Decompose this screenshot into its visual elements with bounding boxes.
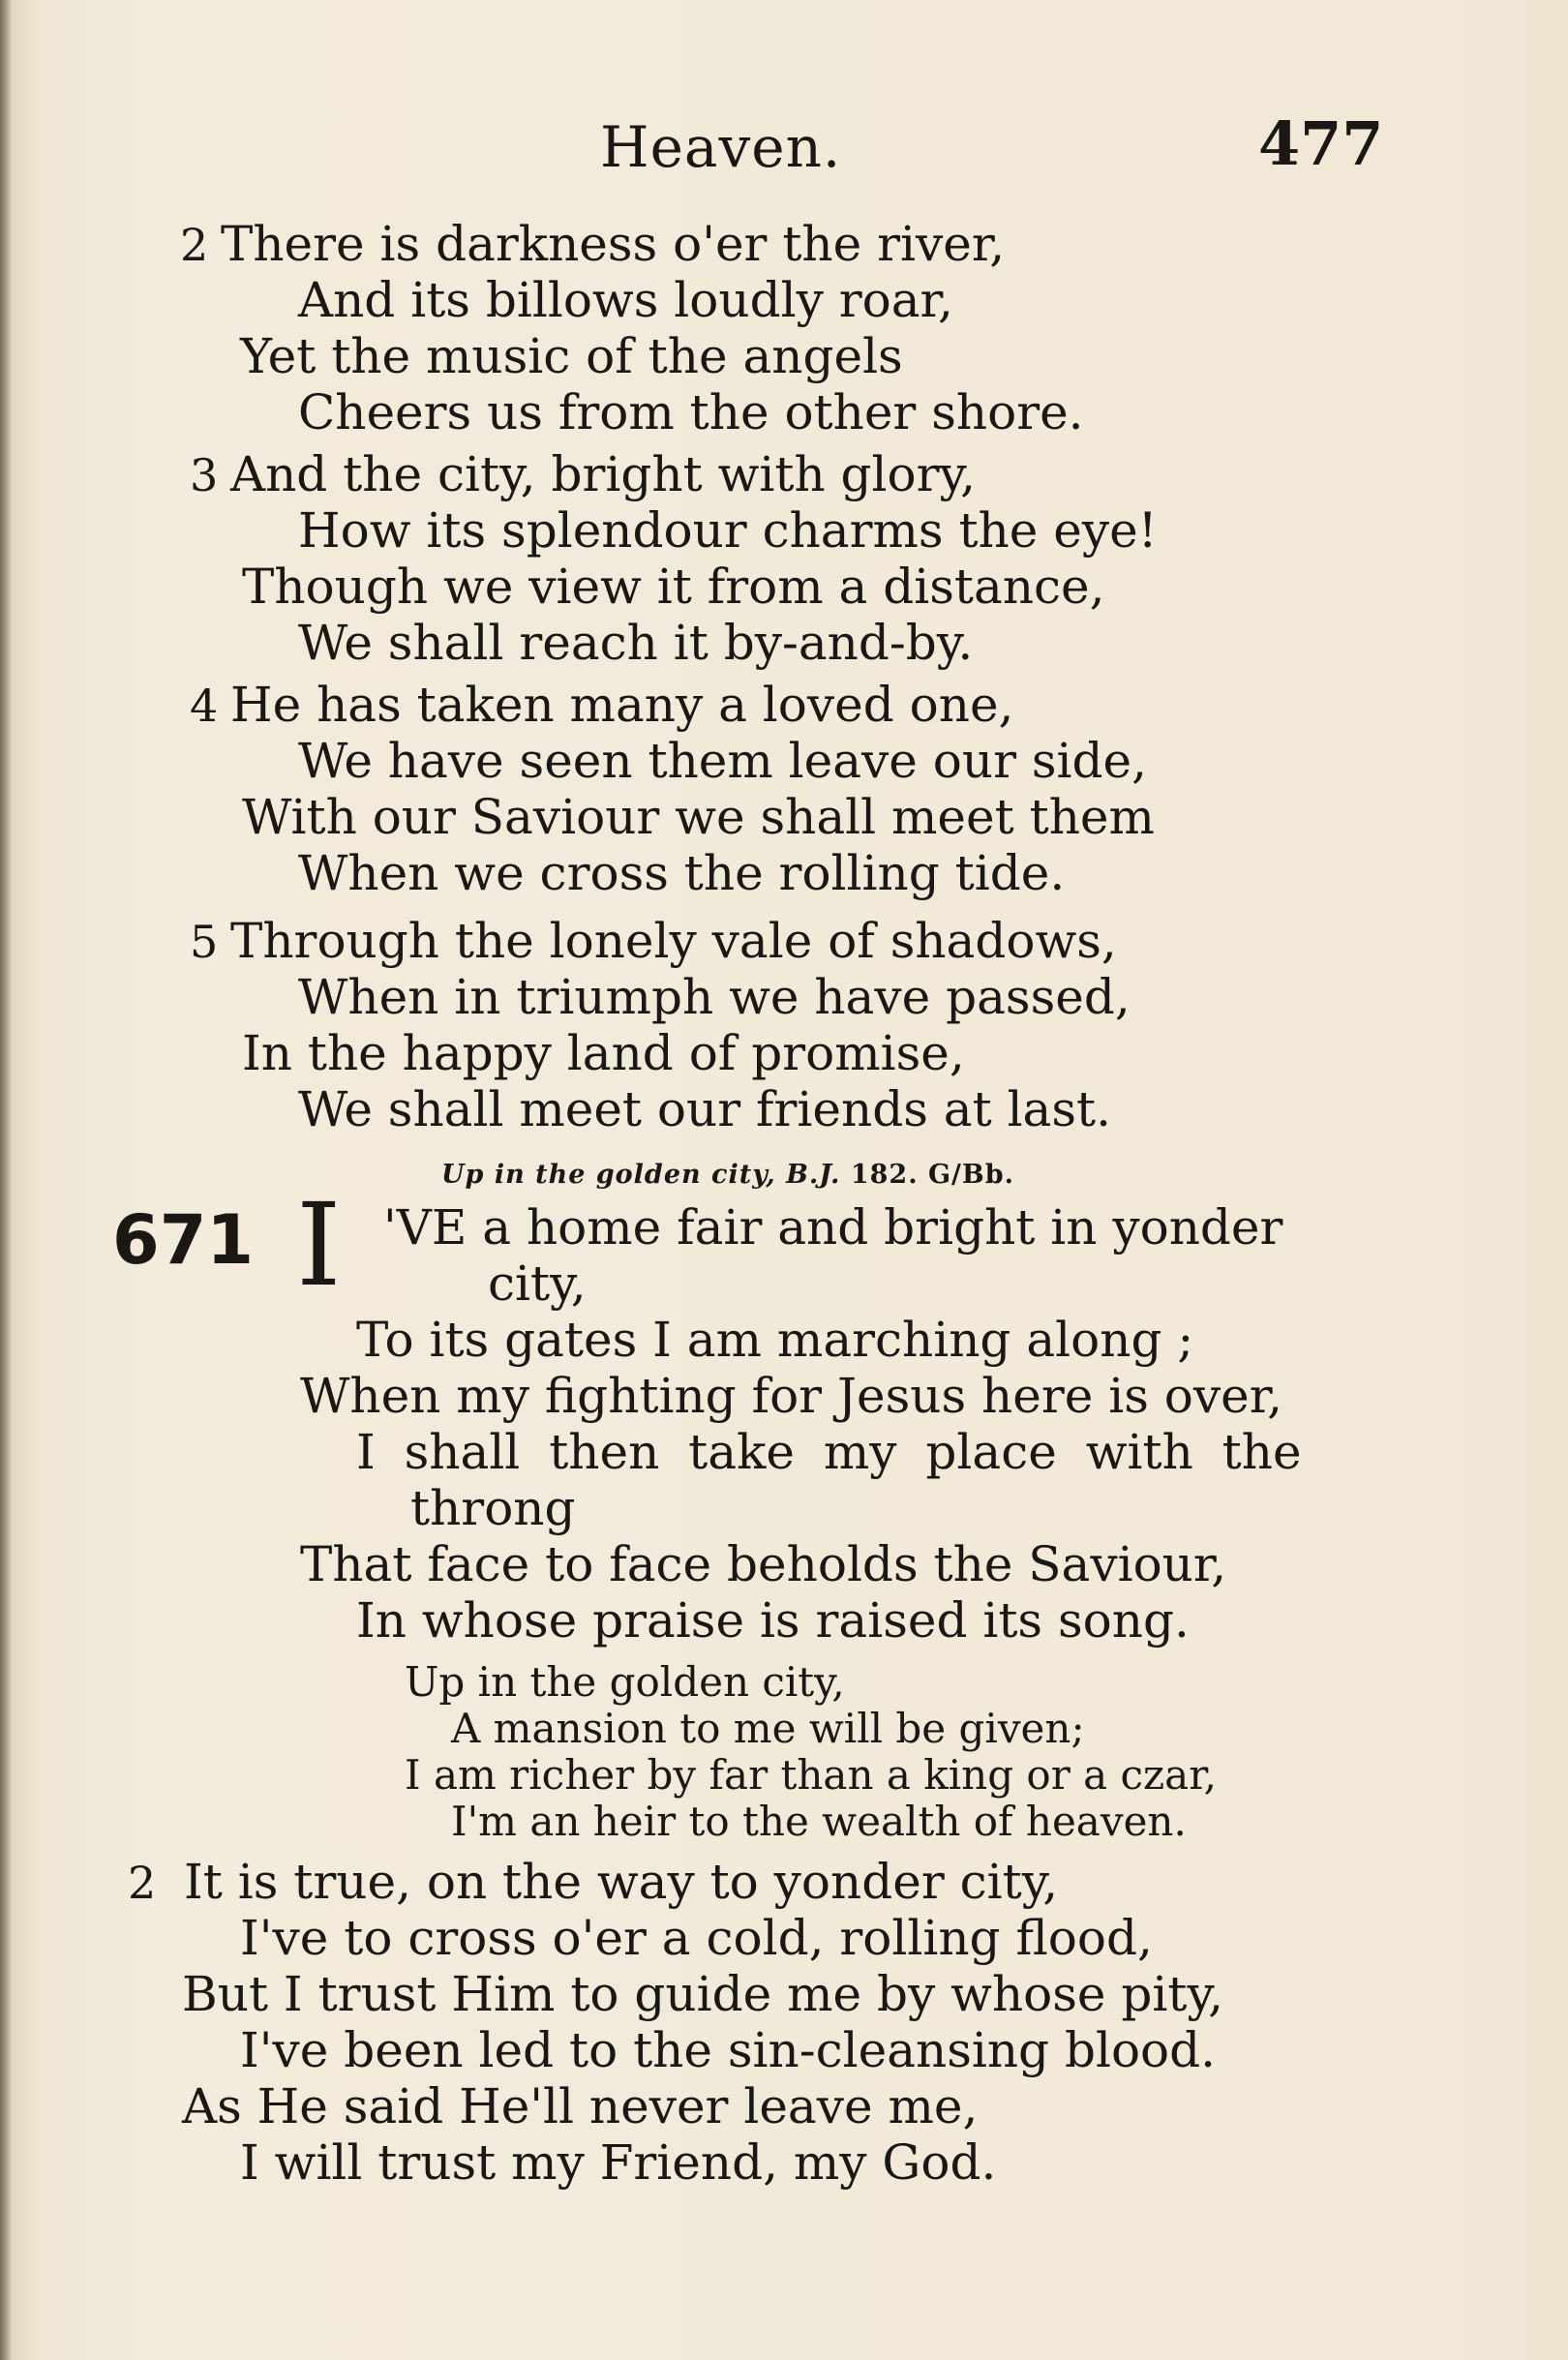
page-gutter-shadow	[0, 0, 12, 2360]
verse-line: We shall reach it by-and-by.	[298, 615, 974, 671]
verse-line: That face to face beholds the Saviour,	[300, 1536, 1227, 1592]
verse-line: To its gates I am marching along ;	[356, 1312, 1194, 1368]
page-header	[0, 108, 1568, 192]
verse-line: As He said He'll never leave me,	[182, 2078, 979, 2134]
hymn-number: 671	[112, 1200, 255, 1280]
verse-line: Cheers us from the other shore.	[298, 384, 1084, 440]
page-number: 477	[1258, 108, 1384, 179]
verse-line: But I trust Him to guide me by whose pity,	[182, 1966, 1223, 2022]
verse-line: I will trust my Friend, my God.	[240, 2134, 997, 2191]
verse-line: We shall meet our friends at last.	[298, 1081, 1112, 1137]
verse-number: 4	[190, 680, 219, 732]
tune-source: B.J.	[786, 1160, 841, 1190]
chorus-line: A mansion to me will be given;	[451, 1705, 1085, 1752]
tune-key: G/Bb.	[928, 1160, 1015, 1190]
verse-line: I shall then take my place with the	[356, 1424, 1302, 1480]
verse-number: 2	[128, 1857, 157, 1909]
verse-line: 4 He has taken many a loved one,	[190, 677, 1014, 733]
verse-line: How its splendour charms the eye!	[298, 502, 1158, 559]
verse-line: I've to cross o'er a cold, rolling flood,	[240, 1910, 1153, 1966]
verse-line: 'VE a home fair and bright in yonder	[383, 1199, 1283, 1256]
verse-line: city,	[488, 1256, 587, 1312]
verse-line: When in triumph we have passed,	[298, 969, 1131, 1025]
tune-name: Up in the golden city,	[441, 1160, 776, 1190]
verse-line: When my fighting for Jesus here is over,	[300, 1368, 1282, 1424]
verse-line: throng	[410, 1480, 576, 1536]
verse-line: And its billows loudly roar,	[298, 272, 953, 328]
chorus-line: Up in the golden city,	[405, 1658, 845, 1706]
chorus-line: I'm an heir to the wealth of heaven.	[451, 1798, 1187, 1845]
verse-number: 5	[190, 916, 219, 968]
verse-line: In whose praise is raised its song.	[356, 1592, 1190, 1649]
verse-number: 3	[190, 449, 219, 501]
verse-line: When we cross the rolling tide.	[298, 845, 1066, 901]
verse-line: 2 There is darkness o'er the river,	[180, 216, 1006, 272]
verse-line: 3 And the city, bright with glory,	[190, 446, 977, 502]
verse-line: Yet the music of the angels	[240, 328, 903, 384]
verse-line: I've been led to the sin-cleansing blood.	[240, 2022, 1217, 2078]
running-title: Heaven.	[600, 114, 842, 180]
tune-number: 182.	[850, 1160, 919, 1190]
verse-line: 2 It is true, on the way to yonder city,	[128, 1854, 1059, 1910]
verse-line: Though we view it from a distance,	[242, 559, 1105, 615]
verse-line: 5 Through the lonely vale of shadows,	[190, 913, 1117, 969]
chorus-line: I am richer by far than a king or a czar,	[405, 1751, 1218, 1799]
verse-line: We have seen them leave our side,	[298, 733, 1148, 789]
drop-cap: I	[296, 1178, 342, 1312]
tune-reference	[441, 1160, 1014, 1190]
verse-line: With our Saviour we shall meet them	[242, 789, 1155, 845]
verse-number: 2	[180, 219, 209, 271]
verse-line: In the happy land of promise,	[242, 1025, 965, 1081]
